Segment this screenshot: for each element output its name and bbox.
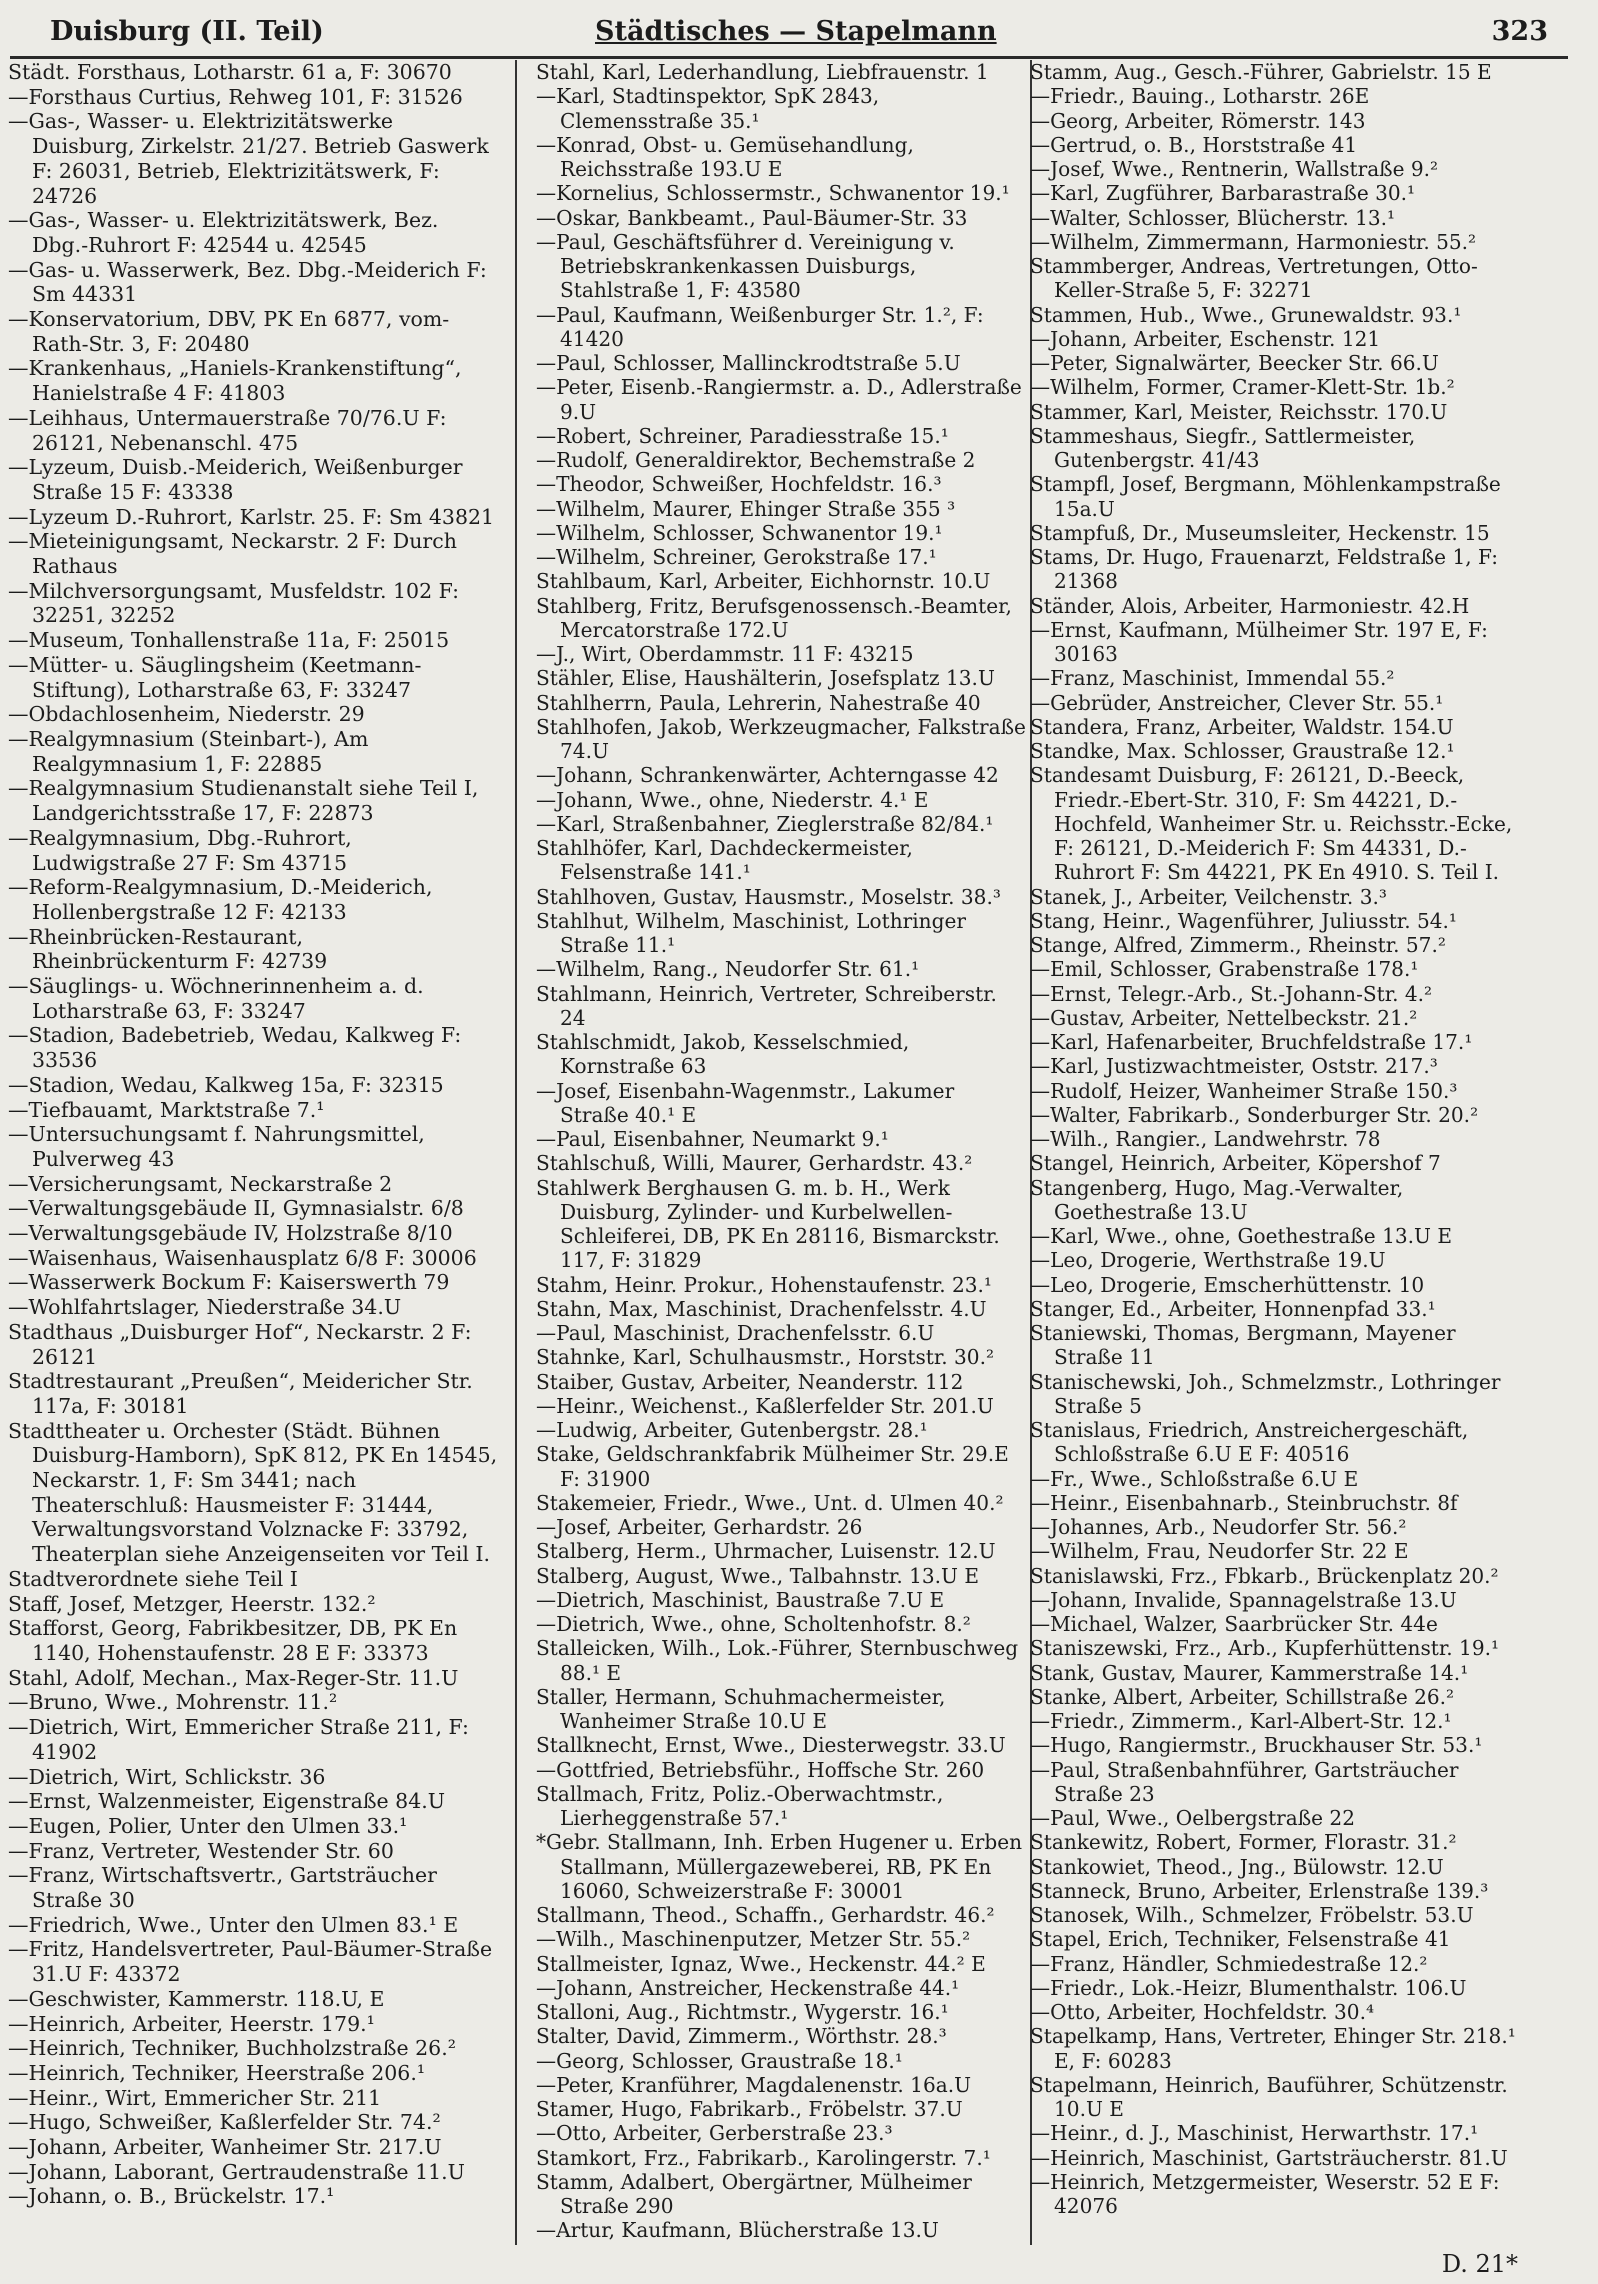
directory-entry: Standke, Max. Schlosser, Graustraße 12.¹ [1030,739,1455,763]
directory-entry: —Forsthaus Curtius, Rehweg 101, F: 31526 [8,84,463,109]
directory-entry: —Mütter- u. Säuglingsheim (Keetmann-Stiftung), Lotharstraße 63, F: 33247 [8,652,422,702]
directory-entry: —Gustav, Arbeiter, Nettelbeckstr. 21.² [1030,1005,1418,1030]
directory-entry: —Dietrich, Wwe., ohne, Scholtenhofstr. 8.² [536,1612,971,1636]
directory-entry: —Säuglings- u. Wöchnerinnenheim a. d. Lotharstraße 63, F: 33247 [8,974,424,1023]
directory-entry: —Wilh., Maschinenputzer, Metzer Str. 55.² [536,1927,971,1952]
directory-entry: —Johann, Wwe., ohne, Niederstr. 4.¹ E [536,787,929,812]
directory-entry: —Konrad, Obst- u. Gemüsehandlung, Reichsstraße 193.U E [536,132,914,181]
directory-entry: Stahlhöfer, Karl, Dachdeckermeister, Felsenstraße 141.¹ [536,836,913,885]
directory-entry: —Wilh., Rangier., Landwehrstr. 78 [1030,1127,1381,1151]
directory-entry: Stahlhut, Wilhelm, Maschinist, Lothringer Straße 11.¹ [536,908,966,957]
directory-entry: —Museum, Tonhallenstraße 11a, F: 25015 [8,628,450,653]
directory-entry: Stampfl, Josef, Bergmann, Möhlenkampstraße 15a.U [1030,472,1501,521]
directory-entry: Stanger, Ed., Arbeiter, Honnenpfad 33.¹ [1030,1296,1436,1321]
directory-entry: —Wilhelm, Frau, Neudorfer Str. 22 E [1030,1539,1409,1564]
directory-entry: Stammer, Karl, Meister, Reichsstr. 170.U [1030,399,1448,424]
directory-entry: —Wilhelm, Zimmermann, Harmoniestr. 55.² [1030,229,1477,254]
directory-entry: Stapelkamp, Hans, Vertreter, Ehinger Str. 218.¹ E, F: 60283 [1030,2024,1516,2073]
directory-entry: —Franz, Vertreter, Westender Str. 60 [8,1838,394,1863]
directory-entry: —Karl, Justizwachtmeister, Oststr. 217.³ [1030,1054,1438,1079]
directory-entry: —Walter, Fabrikarb., Sonderburger Str. 20.² [1030,1102,1479,1127]
directory-entry: —Leo, Drogerie, Emscherhüttenstr. 10 [1030,1272,1425,1297]
page-footer: D. 21* [1441,2250,1518,2278]
directory-entry: —Johannes, Arb., Neudorfer Str. 56.² [1030,1515,1407,1539]
directory-entry: Stamm, Adalbert, Obergärtner, Mülheimer Straße 290 [536,2169,972,2218]
directory-entry: Stahn, Max, Maschinist, Drachenfelsstr. 4.U [536,1296,987,1321]
directory-entry: —Karl, Zugführer, Barbarastraße 30.¹ [1030,181,1416,206]
directory-entry: Stamm, Aug., Gesch.-Führer, Gabrielstr. 15 E [1030,60,1492,84]
directory-entry: Stang, Heinr., Wagenführer, Juliusstr. 54.¹ [1030,908,1457,933]
directory-column-2 [536,60,1026,2245]
directory-column-1 [8,60,498,2245]
directory-entry: —Oskar, Bankbeamt., Paul-Bäumer-Str. 33 [536,205,968,230]
directory-entry: —Friedr., Lok.-Heizr, Blumenthalstr. 106.U [1030,1975,1467,2000]
directory-entry: —Gebrüder, Anstreicher, Clever Str. 55.¹ [1030,690,1444,715]
directory-entry: Stahlhofen, Jakob, Werkzeugmacher, Falkstraße 74.U [536,714,1026,763]
directory-entry: —Fritz, Handelsvertreter, Paul-Bäumer-Straße 31.U F: 43372 [8,1937,493,1987]
directory-entry: —Paul, Wwe., Oelbergstraße 22 [1030,1806,1355,1830]
directory-entry: —Josef, Arbeiter, Gerhardstr. 26 [536,1515,863,1539]
directory-entry: Stahl, Adolf, Mechan., Max-Reger-Str. 11.U [8,1665,459,1690]
directory-entry: —Untersuchungsamt f. Nahrungsmittel, Pulverweg 43 [8,1122,425,1171]
directory-entry: —Georg, Schlosser, Graustraße 18.¹ [536,2048,903,2073]
directory-entry: —Gas- u. Wasserwerk, Bez. Dbg.-Meiderich F: Sm 44331 [8,257,487,307]
directory-entry: Stanischewski, Joh., Schmelzmstr., Lothringer Straße 5 [1030,1369,1501,1418]
directory-entry: Stahm, Heinr. Prokur., Hohenstaufenstr. 23.¹ [536,1272,992,1297]
directory-entry: Stadttheater u. Orchester (Städt. Bühnen Duisburg-Hamborn), SpK 812, PK En 14545, Neckarstr. 1, F: Sm 3441; nach Theaterschluß: Hausmeister F: 31444, Verwaltungsvorstand Volznacke F: 33792, Theaterplan siehe Anzeigenseiten vor Teil I. [8,1418,498,1567]
directory-entry: —Josef, Eisenbahn-Wagenmstr., Lakumer Straße 40.¹ E [536,1078,955,1127]
directory-entry: Stahlhoven, Gustav, Hausmstr., Moselstr. 38.³ [536,884,1001,909]
directory-entry: —Gas-, Wasser- u. Elektrizitätswerk, Bez. Dbg.-Ruhrort F: 42544 u. 42545 [8,208,439,257]
directory-entry: Staller, Hermann, Schuhmachermeister, Wanheimer Straße 10.U E [536,1684,946,1733]
directory-entry: —Rudolf, Generaldirektor, Bechemstraße 2 [536,448,976,472]
directory-entry: —Realgymnasium, Dbg.-Ruhrort, Ludwigstraße 27 F: Sm 43715 [8,825,352,875]
directory-entry: Stangenberg, Hugo, Mag.-Verwalter, Goethestraße 13.U [1030,1175,1404,1224]
directory-entry: —Leihhaus, Untermauerstraße 70/76.U F: 26121, Nebenanschl. 475 [8,405,447,455]
directory-entry: —Verwaltungsgebäude IV, Holzstraße 8/10 [8,1221,453,1246]
directory-entry: —Rheinbrücken-Restaurant, Rheinbrückenturm F: 42739 [8,924,328,974]
directory-entry: —Stadion, Badebetrieb, Wedau, Kalkweg F: 33536 [8,1023,462,1073]
directory-entry: Stallknecht, Ernst, Wwe., Diesterwegstr. 33.U [536,1733,1006,1758]
directory-entry: Stahlherrn, Paula, Lehrerin, Nahestraße 40 [536,690,981,715]
directory-entry: Standera, Franz, Arbeiter, Waldstr. 154.U [1030,714,1454,739]
directory-entry: *Gebr. Stallmann, Inh. Erben Hugener u. Erben Stallmann, Müllergazeweberei, RB, PK En 16060, Schweizerstraße F: 30001 [536,1830,1023,1903]
directory-entry: —Paul, Straßenbahnführer, Gartsträucher Straße 23 [1030,1757,1459,1806]
header-volume: Duisburg (II. Teil) [50,16,324,47]
directory-entry: —Franz, Maschinist, Immendal 55.² [1030,666,1395,691]
directory-entry: —Peter, Kranführer, Magdalenenstr. 16a.U [536,2072,972,2097]
directory-entry: —Dietrich, Maschinist, Baustraße 7.U E [536,1587,945,1612]
directory-entry: —Ernst, Walzenmeister, Eigenstraße 84.U [8,1789,446,1814]
directory-entry: Stalberg, August, Wwe., Talbahnstr. 13.U E [536,1563,980,1588]
directory-entry: Stallmeister, Ignaz, Wwe., Heckenstr. 44.² E [536,1951,986,1976]
directory-entry: —Wilhelm, Schlosser, Schwanentor 19.¹ [536,520,943,545]
directory-entry: —Heinrich, Metzgermeister, Weserstr. 52 E F: 42076 [1030,2169,1500,2218]
directory-entry: —Heinrich, Techniker, Heerstraße 206.¹ [8,2060,426,2085]
directory-entry: —Johann, Schrankenwärter, Achterngasse 42 [536,763,999,788]
directory-entry: Stadtrestaurant „Preußen“, Meidericher Str. 117a, F: 30181 [8,1369,473,1418]
directory-entry: —Gas-, Wasser- u. Elektrizitätswerke Duisburg, Zirkelstr. 21/27. Betrieb Gaswerk F: 26031, Betrieb, Elektrizitätswerk, F: 24726 [8,109,489,208]
directory-entry: —Karl, Stadtinspektor, SpK 2843, Clemensstraße 35.¹ [536,84,880,133]
directory-entry: Stähler, Elise, Haushälterin, Josefsplatz 13.U [536,666,995,691]
directory-entry: Stadtverordnete siehe Teil I [8,1566,298,1591]
directory-entry: —Versicherungsamt, Neckarstraße 2 [8,1171,393,1196]
directory-entry: —Friedr., Bauing., Lotharstr. 26E [1030,84,1370,109]
directory-entry: Staniszewski, Frz., Arb., Kupferhüttenstr. 19.¹ [1030,1636,1500,1661]
directory-entry: —Wilhelm, Schreiner, Gerokstraße 17.¹ [536,545,937,569]
directory-entry: Stammen, Hub., Wwe., Grunewaldstr. 93.¹ [1030,302,1462,327]
directory-entry: —Milchversorgungsamt, Musfeldstr. 102 F: 32251, 32252 [8,578,460,628]
directory-entry: —Hugo, Rangiermstr., Bruckhauser Str. 53.¹ [1030,1733,1483,1758]
directory-entry: —Realgymnasium Studienanstalt siehe Teil I, Landgerichtsstraße 17, F: 22873 [8,776,479,826]
directory-entry: Stallmach, Fritz, Poliz.-Oberwachtmstr., Lierheggenstraße 57.¹ [536,1781,944,1830]
directory-entry: —Franz, Wirtschaftsvertr., Gartsträucher Straße 30 [8,1863,437,1913]
directory-entry: Stalleicken, Wilh., Lok.-Führer, Sternbuschweg 88.¹ E [536,1636,1019,1685]
directory-entry: —J., Wirt, Oberdammstr. 11 F: 43215 [536,642,914,666]
directory-entry: Stanek, J., Arbeiter, Veilchenstr. 3.³ [1030,884,1387,909]
directory-entry: —Paul, Eisenbahner, Neumarkt 9.¹ [536,1127,889,1151]
directory-entry: —Ernst, Telegr.-Arb., St.-Johann-Str. 4.² [1030,981,1433,1006]
directory-entry: Stahl, Karl, Lederhandlung, Liebfrauenstr. 1 [536,60,989,84]
directory-entry: Stahlschuß, Willi, Maurer, Gerhardstr. 43.² [536,1151,973,1176]
directory-entry: —Paul, Schlosser, Mallinckrodtstraße 5.U [536,351,961,375]
directory-entry: —Johann, Arbeiter, Eschenstr. 121 [1030,326,1381,351]
directory-entry: —Dietrich, Wirt, Emmericher Straße 211, F: 41902 [8,1715,469,1764]
directory-entry: —Heinr., Eisenbahnarb., Steinbruchstr. 8f [1030,1490,1458,1515]
directory-entry: —Heinrich, Techniker, Buchholzstraße 26.² [8,2036,456,2061]
directory-entry: —Josef, Wwe., Rentnerin, Wallstraße 9.² [1030,157,1439,181]
directory-entry: —Leo, Drogerie, Werthstraße 19.U [1030,1248,1386,1273]
directory-entry: Stampfuß, Dr., Museumsleiter, Heckenstr. 15 [1030,520,1490,545]
directory-entry: —Mieteinigungsamt, Neckarstr. 2 F: Durch Rathaus [8,529,457,579]
directory-entry: —Walter, Schlosser, Blücherstr. 13.¹ [1030,205,1396,230]
directory-entry: —Emil, Schlosser, Grabenstraße 178.¹ [1030,957,1419,982]
directory-entry: Stahlschmidt, Jakob, Kesselschmied, Kornstraße 63 [536,1030,910,1079]
directory-entry: Stalter, David, Zimmerm., Wörthstr. 28.³ [536,2024,947,2049]
directory-entry: Stahlwerk Berghausen G. m. b. H., Werk Duisburg, Zylinder- und Kurbelwellen-Schleiferei, DB, PK En 28116, Bismarckstr. 117, F: 31829 [536,1175,1000,1273]
directory-entry: —Dietrich, Wirt, Schlickstr. 36 [8,1764,326,1789]
directory-entry: Stapel, Erich, Techniker, Felsenstraße 41 [1030,1927,1451,1952]
directory-entry: Stangel, Heinrich, Arbeiter, Köpershof 7 [1030,1151,1441,1176]
directory-entry: —Bruno, Wwe., Mohrenstr. 11.² [8,1690,338,1715]
directory-entry: —Johann, Laborant, Gertraudenstraße 11.U [8,2159,465,2184]
directory-entry: Staiber, Gustav, Arbeiter, Neanderstr. 112 [536,1369,964,1394]
directory-entry: Stankowiet, Theod., Jng., Bülowstr. 12.U [1030,1854,1444,1879]
directory-entry: Stanosek, Wilh., Schmelzer, Fröbelstr. 53.U [1030,1903,1474,1927]
directory-entry: —Gertrud, o. B., Horststraße 41 [1030,132,1358,157]
directory-entry: Staff, Josef, Metzger, Heerstr. 132.² [8,1591,376,1616]
directory-entry: Stamkort, Frz., Fabrikarb., Karolingerstr. 7.¹ [536,2145,991,2170]
directory-entry: —Heinr., Wirt, Emmericher Str. 211 [8,2085,382,2110]
directory-entry: Stange, Alfred, Zimmerm., Rheinstr. 57.² [1030,933,1446,957]
directory-entry: Stanneck, Bruno, Arbeiter, Erlenstraße 139.³ [1030,1878,1489,1903]
directory-entry: —Wohlfahrtslager, Niederstraße 34.U [8,1295,402,1320]
directory-entry: Stahnke, Karl, Schulhausmstr., Horststr. 30.² [536,1345,995,1370]
page-header [10,12,1568,59]
directory-entry: —Johann, Arbeiter, Wanheimer Str. 217.U [8,2135,442,2160]
directory-entry: Stahlberg, Fritz, Berufsgenossensch.-Beamter, Mercatorstraße 172.U [536,593,1012,642]
directory-entry: Staniewski, Thomas, Bergmann, Mayener Straße 11 [1030,1321,1456,1370]
directory-entry: —Tiefbauamt, Marktstraße 7.¹ [8,1097,325,1122]
directory-entry: —Wilhelm, Former, Cramer-Klett-Str. 1b.² [1030,375,1455,400]
directory-entry: —Georg, Arbeiter, Römerstr. 143 [1030,108,1366,133]
directory-entry: —Waisenhaus, Waisenhausplatz 6/8 F: 30006 [8,1245,477,1270]
directory-entry: —Fr., Wwe., Schloßstraße 6.U E [1030,1466,1359,1491]
directory-entry: —Ludwig, Arbeiter, Gutenbergstr. 28.¹ [536,1418,928,1442]
directory-entry: —Johann, Anstreicher, Heckenstraße 44.¹ [536,1975,960,2000]
directory-entry: Stafforst, Georg, Fabrikbesitzer, DB, PK En 1140, Hohenstaufenstr. 28 E F: 33373 [8,1616,458,1665]
page-number: 323 [1491,16,1548,47]
directory-entry: —Heinr., Weichenst., Kaßlerfelder Str. 201.U [536,1393,994,1418]
directory-entry: —Peter, Eisenb.-Rangiermstr. a. D., Adlerstraße 9.U [536,375,1022,424]
directory-entry: —Otto, Arbeiter, Hochfeldstr. 30.⁴ [1030,2000,1375,2024]
directory-entry: Stapelmann, Heinrich, Bauführer, Schützenstr. 10.U E [1030,2072,1508,2121]
directory-entry: —Peter, Signalwärter, Beecker Str. 66.U [1030,351,1439,375]
directory-entry: —Karl, Straßenbahner, Zieglerstraße 82/84.¹ [536,811,994,836]
directory-entry: Stamer, Hugo, Fabrikarb., Fröbelstr. 37.U [536,2097,963,2121]
directory-entry: —Kornelius, Schlossermstr., Schwanentor 19.¹ [536,181,1010,206]
directory-entry: Stammeshaus, Siegfr., Sattlermeister, Gutenbergstr. 41/43 [1030,423,1416,472]
directory-entry: —Johann, Invalide, Spannagelstraße 13.U [1030,1587,1457,1612]
directory-column-3 [1030,60,1530,2245]
directory-entry: —Karl, Wwe., ohne, Goethestraße 13.U E [1030,1224,1453,1248]
directory-entry: —Friedrich, Wwe., Unter den Ulmen 83.¹ E [8,1912,459,1937]
directory-entry: —Wasserwerk Bockum F: Kaiserswerth 79 [8,1270,450,1295]
directory-entry: Stanke, Albert, Arbeiter, Schillstraße 26.² [1030,1684,1455,1709]
directory-entry: Stams, Dr. Hugo, Frauenarzt, Feldstraße 1, F: 21368 [1030,545,1499,594]
directory-entry: Stammberger, Andreas, Vertretungen, Otto-Keller-Straße 5, F: 32271 [1030,254,1478,303]
directory-entry: Stalloni, Aug., Richtmstr., Wygerstr. 16.¹ [536,2000,949,2024]
directory-entry: —Karl, Hafenarbeiter, Bruchfeldstraße 17.¹ [1030,1030,1473,1054]
directory-entry: —Gottfried, Betriebsführ., Hoffsche Str. 260 [536,1757,985,1782]
directory-entry: —Rudolf, Heizer, Wanheimer Straße 150.³ [1030,1078,1458,1103]
directory-entry: Stakemeier, Friedr., Wwe., Unt. d. Ulmen 40.² [536,1490,1004,1515]
directory-entry: Stake, Geldschrankfabrik Mülheimer Str. 29.E F: 31900 [536,1442,1009,1491]
directory-entry: Ständer, Alois, Arbeiter, Harmoniestr. 42.H [1030,593,1470,618]
directory-entry: —Heinrich, Maschinist, Gartsträucherstr. 81.U [1030,2145,1508,2170]
directory-entry: —Otto, Arbeiter, Gerberstraße 23.³ [536,2121,893,2146]
directory-entry: —Theodor, Schweißer, Hochfeldstr. 16.³ [536,472,942,497]
directory-entry: —Heinr., d. J., Maschinist, Herwarthstr. 17.¹ [1030,2121,1479,2146]
directory-entry: Stank, Gustav, Maurer, Kammerstraße 14.¹ [1030,1660,1469,1685]
directory-entry: —Geschwister, Kammerstr. 118.U, E [8,1986,385,2011]
directory-entry: Stadthaus „Duisburger Hof“, Neckarstr. 2 F: 26121 [8,1319,472,1369]
directory-entry: Stanislaus, Friedrich, Anstreichergeschäft, Schloßstraße 6.U E F: 40516 [1030,1418,1469,1467]
directory-entry: Stanislawski, Frz., Fbkarb., Brückenplatz 20.² [1030,1563,1499,1588]
directory-entry: Stankewitz, Robert, Former, Florastr. 31.² [1030,1830,1457,1855]
directory-entry: —Obdachlosenheim, Niederstr. 29 [8,702,365,727]
directory-entry: —Franz, Händler, Schmiedestraße 12.² [1030,1951,1428,1976]
directory-entry: —Paul, Kaufmann, Weißenburger Str. 1.², F: 41420 [536,302,984,351]
directory-entry: Städt. Forsthaus, Lotharstr. 61 a, F: 30670 [8,60,452,84]
directory-entry: —Johann, o. B., Brückelstr. 17.¹ [8,2184,335,2209]
directory-entry: —Paul, Geschäftsführer d. Vereinigung v. Betriebskrankenkassen Duisburgs, Stahlstraße 1, F: 43580 [536,229,955,303]
directory-entry: —Konservatorium, DBV, PK En 6877, vom-Rath-Str. 3, F: 20480 [8,307,450,356]
directory-entry: Stahlmann, Heinrich, Vertreter, Schreiberstr. 24 [536,981,997,1030]
column-divider [515,60,517,2245]
directory-entry: —Wilhelm, Maurer, Ehinger Straße 355 ³ [536,496,956,521]
directory-entry: —Reform-Realgymnasium, D.-Meiderich, Hollenbergstraße 12 F: 42133 [8,875,433,924]
directory-entry: —Robert, Schreiner, Paradiesstraße 15.¹ [536,423,949,448]
directory-entry: —Eugen, Polier, Unter den Ulmen 33.¹ [8,1813,408,1838]
directory-entry: —Lyzeum D.-Ruhrort, Karlstr. 25. F: Sm 43821 [8,504,495,529]
directory-entry: —Stadion, Wedau, Kalkweg 15a, F: 32315 [8,1072,444,1097]
directory-entry: —Michael, Walzer, Saarbrücker Str. 44e [1030,1612,1438,1636]
directory-entry: —Krankenhaus, „Haniels-Krankenstiftung“, Hanielstraße 4 F: 41803 [8,356,462,406]
directory-entry: —Paul, Maschinist, Drachenfelsstr. 6.U [536,1321,935,1345]
directory-entry: —Hugo, Schweißer, Kaßlerfelder Str. 74.² [8,2110,441,2135]
directory-entry: —Realgymnasium (Steinbart-), Am Realgymnasium 1, F: 22885 [8,726,369,776]
directory-entry: Stahlbaum, Karl, Arbeiter, Eichhornstr. 10.U [536,569,991,594]
directory-entry: Stallmann, Theod., Schaffn., Gerhardstr. 46.² [536,1903,995,1927]
header-range: Städtisches — Stapelmann [595,16,997,47]
directory-entry: —Friedr., Zimmerm., Karl-Albert-Str. 12.¹ [1030,1709,1452,1733]
directory-entry: Standesamt Duisburg, F: 26121, D.-Beeck, Friedr.-Ebert-Str. 310, F: Sm 44221, D.-Hochfeld, Wanheimer Str. u. Reichsstr.-Ecke, F: 26121, D.-Meiderich F: Sm 44331, D.-Ruhrort F: Sm 44221, PK En 4910. S. Teil I. [1030,763,1513,885]
directory-entry: —Ernst, Kaufmann, Mülheimer Str. 197 E, F: 30163 [1030,617,1488,666]
directory-entry: —Verwaltungsgebäude II, Gymnasialstr. 6/8 [8,1196,464,1221]
directory-entry: —Wilhelm, Rang., Neudorfer Str. 61.¹ [536,957,920,982]
directory-entry: —Artur, Kaufmann, Blücherstraße 13.U [536,2218,939,2243]
directory-entry: Stalberg, Herm., Uhrmacher, Luisenstr. 12.U [536,1539,996,1564]
directory-entry: —Heinrich, Arbeiter, Heerstr. 179.¹ [8,2011,375,2036]
directory-entry: —Lyzeum, Duisb.-Meiderich, Weißenburger Straße 15 F: 43338 [8,455,463,504]
